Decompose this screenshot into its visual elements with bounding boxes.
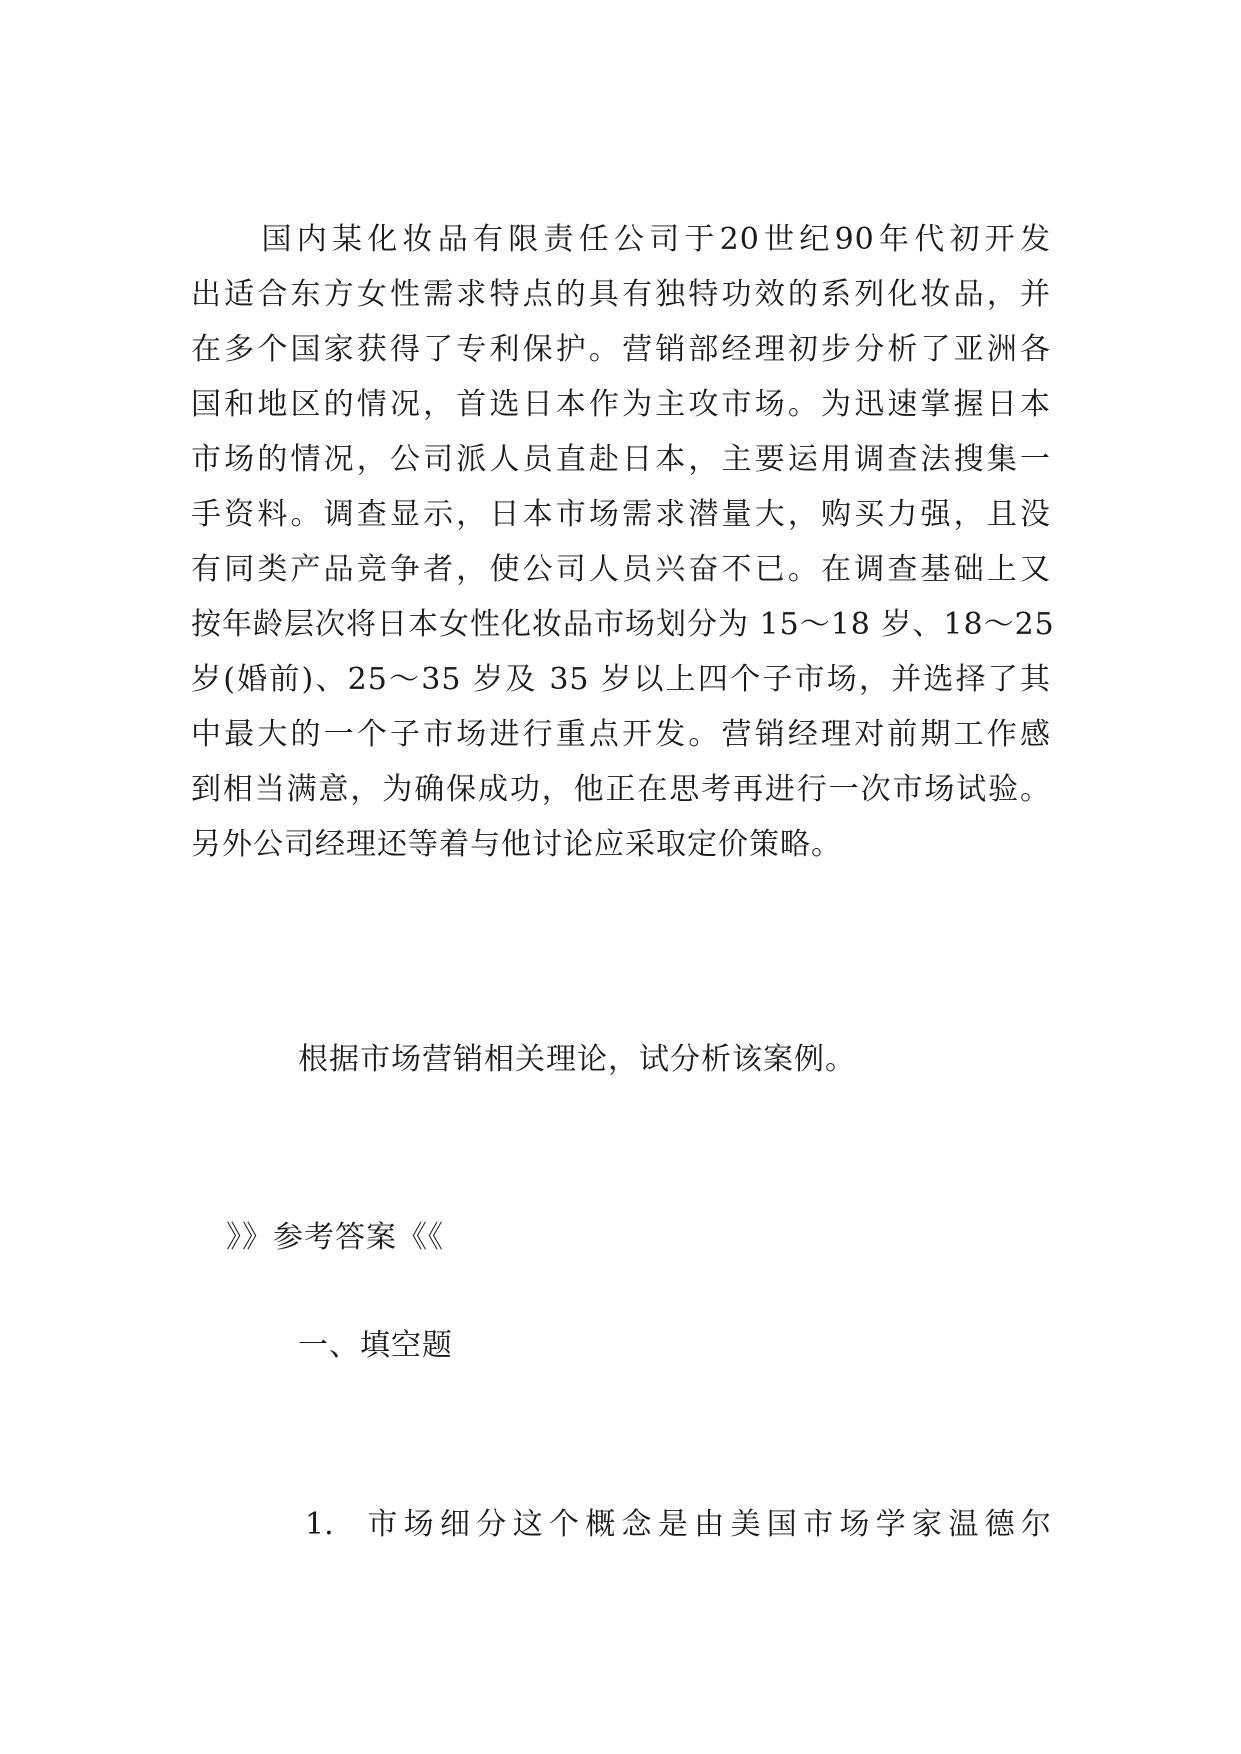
case-line: 出适合东方女性需求特点的具有独特功效的系列化妆品，并 — [191, 277, 1051, 312]
case-line: 另外公司经理还等着与他讨论应采取定价策略。 — [191, 827, 842, 862]
list-item — [305, 1505, 1051, 1545]
case-line: 国和地区的情况，首选日本作为主攻市场。为迅速掌握日本 — [191, 387, 1051, 422]
case-line: 国内某化妆品有限责任公司于20世纪90年代初开发 — [191, 222, 1051, 257]
list-item-text: 市场细分这个概念是由美国市场学家温德尔 — [361, 1507, 1051, 1542]
case-question: 根据市场营销相关理论，试分析该案例。 — [298, 1042, 856, 1077]
case-line: 按年龄层次将日本女性化妆品市场划分为 15～18 岁、18～25 — [191, 607, 1055, 642]
case-line: 岁(婚前)、25～35 岁及 35 岁以上四个子市场，并选择了其 — [191, 662, 1051, 697]
case-line: 市场的情况，公司派人员直赴日本，主要运用调查法搜集一 — [191, 442, 1051, 477]
case-line: 中最大的一个子市场进行重点开发。营销经理对前期工作感 — [191, 717, 1051, 752]
case-line: 在多个国家获得了专利保护。营销部经理初步分析了亚洲各 — [191, 332, 1051, 367]
case-line: 手资料。调查显示，日本市场需求潜量大，购买力强，且没 — [191, 497, 1051, 532]
section-heading: 一、填空题 — [298, 1328, 453, 1363]
answer-heading: 》》参考答案《《 — [226, 1220, 444, 1255]
list-item-number: 1. — [305, 1507, 334, 1542]
case-line: 到相当满意，为确保成功，他正在思考再进行一次市场试验。 — [191, 772, 1051, 807]
case-line: 有同类产品竞争者，使公司人员兴奋不已。在调查基础上又 — [191, 552, 1051, 587]
